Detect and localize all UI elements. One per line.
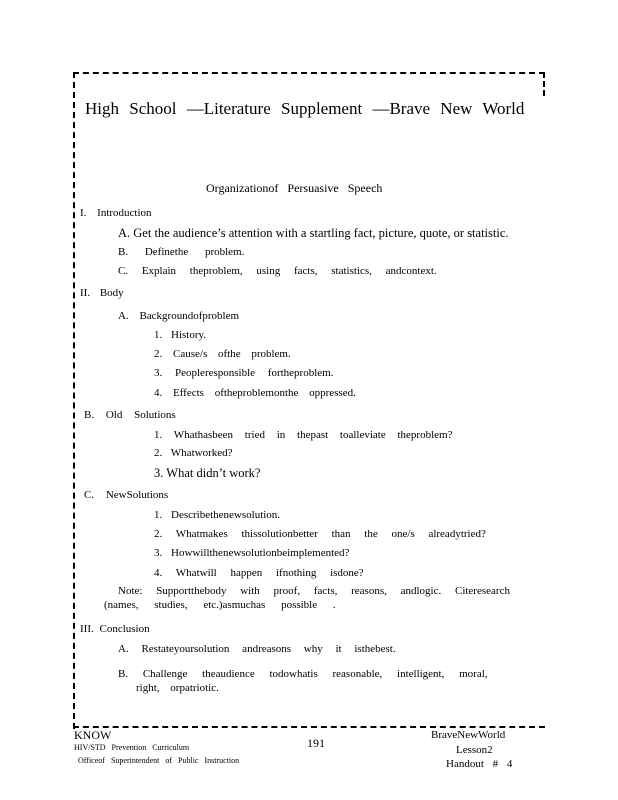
body-note-line1: Note: Supportthebody with proof, facts, reasons, andlogic. Citeresearch: [118, 585, 510, 597]
footer-curriculum: HIV/STD Prevention Curriculum: [74, 743, 190, 752]
body-a-3: 3. Peopleresponsible fortheproblem.: [154, 367, 334, 379]
document-subtitle: Organizationof Persuasive Speech: [206, 181, 383, 195]
intro-item-c: C. Explain theproblem, using facts, statistics, andcontext.: [118, 265, 437, 277]
page-title: High School —Literature Supplement —Brave New World: [85, 99, 525, 118]
page-number: 191: [307, 736, 325, 750]
body-item-a: A. Backgroundofproblem: [118, 310, 240, 322]
footer-book-title: BraveNewWorld: [431, 729, 506, 741]
frame-right-edge: [543, 72, 545, 96]
section-introduction: I. Introduction: [80, 207, 152, 219]
section-conclusion: III. Conclusion: [80, 623, 150, 635]
body-a-1: 1. History.: [154, 329, 207, 341]
footer-office: Officeof Superintendent of Public Instruction: [78, 756, 240, 765]
footer-handout: Handout # 4: [446, 758, 513, 770]
intro-item-a: A. Get the audience’s attention with a startling fact, picture, quote, or statistic.: [118, 226, 509, 240]
footer-divider: [73, 726, 545, 728]
body-note-line2: (names, studies, etc.)asmuchas possible .: [104, 599, 336, 611]
conclusion-item-b-line1: B. Challenge theaudience todowhatis reasonable, intelligent, moral,: [118, 668, 488, 680]
body-c-1: 1. Describethenewsolution.: [154, 509, 281, 521]
body-a-2: 2. Cause/s ofthe problem.: [154, 348, 291, 360]
body-c-3: 3. Howwillthenewsolutionbeimplemented?: [154, 547, 350, 559]
section-body: II. Body: [80, 287, 124, 299]
body-b-1: 1. Whathasbeen tried in thepast toalleviate theproblem?: [154, 429, 453, 441]
intro-item-b: B. Definethe problem.: [118, 246, 245, 258]
body-b-2: 2. Whatworked?: [154, 447, 233, 459]
footer-know: KNOW: [74, 728, 112, 742]
footer-lesson: Lesson2: [456, 744, 493, 756]
conclusion-item-a: A. Restateyoursolution andreasons why it isthebest.: [118, 643, 396, 655]
body-a-4: 4. Effects oftheproblemonthe oppressed.: [154, 387, 356, 399]
body-c-2: 2. Whatmakes thissolutionbetter than the one/s alreadytried?: [154, 528, 486, 540]
body-item-b: B. Old Solutions: [84, 409, 176, 421]
conclusion-item-b-line2: right, orpatriotic.: [136, 682, 219, 694]
body-item-c: C. NewSolutions: [84, 489, 169, 501]
body-b-3: 3. What didn’t work?: [154, 466, 261, 480]
body-c-4: 4. Whatwill happen ifnothing isdone?: [154, 567, 364, 579]
